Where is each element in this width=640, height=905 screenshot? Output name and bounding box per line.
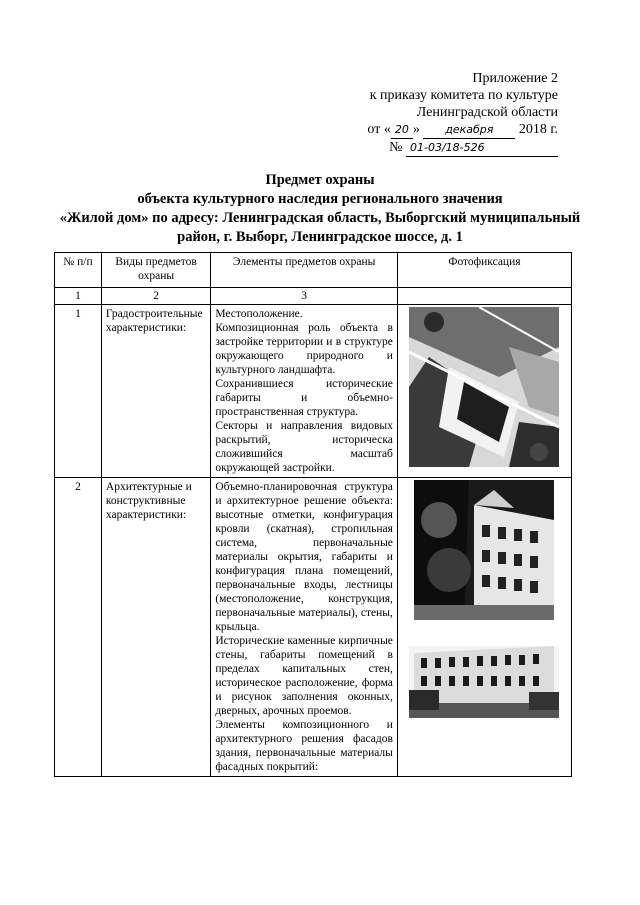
column-number-3: 3 <box>211 288 398 305</box>
element-paragraph: Объемно-планировочная структура и архитектурное решение объекта: высотные отметки, конфигурация кровли (скатная), стропильная система, первоначальные материалы окрытия, габариты и конфигурация плана помещений, первоначальные входы, лестницы (местоположение, конструкция, первоначальные материалы), стены, крыльца. <box>215 481 393 633</box>
column-number-row <box>55 288 572 305</box>
appendix-header <box>367 70 558 157</box>
row-type: Архитектурные и конструктивные характеристики: <box>101 478 210 777</box>
date-mid: » <box>412 122 420 137</box>
element-paragraph: Сохранившиеся исторические габариты и объемно-пространственная структура. <box>215 378 393 418</box>
document-title <box>40 171 600 247</box>
header-num: № п/п <box>55 253 102 288</box>
date-day-handwritten: 20 <box>391 121 413 139</box>
table-row <box>55 478 572 777</box>
element-paragraph: Местоположение. <box>215 308 303 320</box>
title-line-1: Предмет охраны <box>265 172 375 188</box>
column-number-4 <box>397 288 571 305</box>
aerial-photo-image <box>409 307 559 467</box>
column-number-1: 1 <box>55 288 102 305</box>
row-elements <box>211 305 398 478</box>
appendix-date-line <box>367 121 558 139</box>
row-photos <box>397 478 571 777</box>
building-street-image <box>409 628 559 718</box>
date-prefix: от « <box>367 122 391 137</box>
date-month-handwritten: декабря <box>423 121 515 139</box>
date-year: 2018 г. <box>518 122 558 137</box>
protection-subject-table <box>54 252 572 777</box>
element-paragraph: Элементы композиционного и архитектурного решения фасадов здания, первоначальные материалы фасадных покрытий: <box>215 719 393 773</box>
row-number: 2 <box>55 478 102 777</box>
row-photos <box>397 305 571 478</box>
building-facade-photo <box>414 480 554 620</box>
table-row <box>55 305 572 478</box>
title-line-2: объекта культурного наследия регионального значения <box>137 191 503 207</box>
row-type: Градостроительные характеристики: <box>101 305 210 478</box>
header-photo: Фотофиксация <box>397 253 571 288</box>
element-paragraph: Исторические каменные кирпичные стены, габариты помещений в пределах капитальных стен, историческое расположение, форма и рисунок заполнения оконных, дверных, арочных проемов. <box>215 635 393 717</box>
appendix-title: Приложение 2 <box>472 71 558 86</box>
number-handwritten: 01-03/18-526 <box>406 139 558 157</box>
row-number: 1 <box>55 305 102 478</box>
building-facade-image <box>414 480 554 620</box>
appendix-order-line: к приказу комитета по культуре <box>369 88 558 103</box>
element-paragraph: Секторы и направления видовых раскрытий, историческа сложившийся масштаб окружающей застройки. <box>215 420 393 474</box>
header-type: Виды предметов охраны <box>101 253 210 288</box>
title-line-3: «Жилой дом» по адресу: Ленинградская область, Выборгский муниципальный <box>59 210 581 226</box>
table-header-row <box>55 253 572 288</box>
number-prefix: № <box>389 140 403 155</box>
row-elements <box>211 478 398 777</box>
column-number-2: 2 <box>101 288 210 305</box>
appendix-region-line: Ленинградской области <box>416 105 558 120</box>
appendix-number-line <box>367 139 558 157</box>
element-paragraph: Композиционная роль объекта в застройке территории и в структуре окружающего природного и культурного ландшафта. <box>215 322 393 376</box>
header-elements: Элементы предметов охраны <box>211 253 398 288</box>
building-street-photo <box>409 628 559 718</box>
title-line-4: район, г. Выборг, Ленинградское шоссе, д. 1 <box>177 229 463 245</box>
aerial-photo <box>409 307 559 467</box>
